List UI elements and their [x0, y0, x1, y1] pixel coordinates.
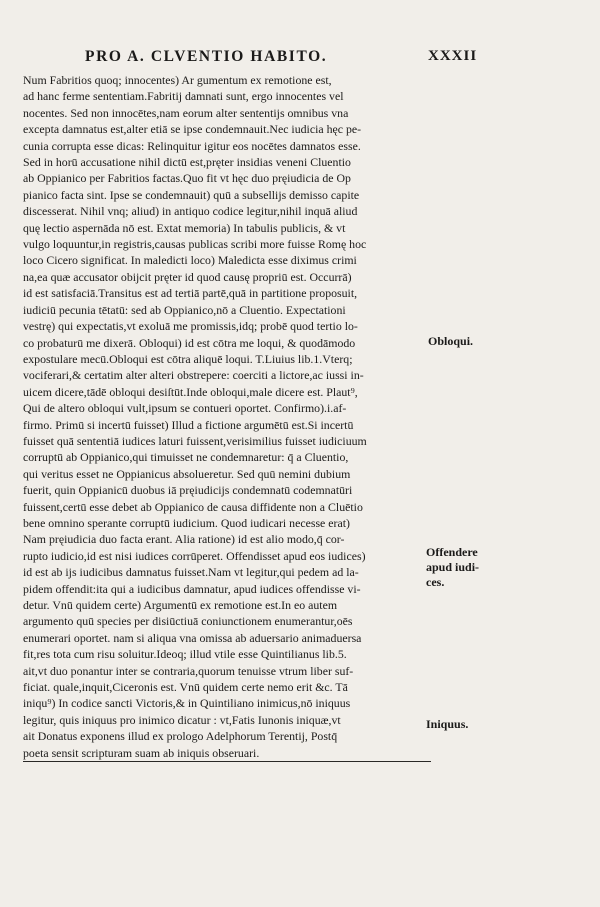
text-line: expostulare mecū.Obloqui est cōtra aliquē loqui. T.Liuius lib.1.Vterq;	[23, 351, 353, 366]
text-line: quę lectio aspernāda nō est. Extat memoria) In tabulis publicis, & vt	[23, 220, 346, 235]
text-line: fuerit, quin Oppianicū duobus iā pręiudicijs condemnatū codemnatūri	[23, 483, 353, 498]
text-line: ab Oppianico per Fabritios factas.Quo fit vt hęc duo pręiudicia de Op	[23, 171, 351, 186]
margin-note-ces: ces.	[426, 575, 445, 589]
text-line: fuisset quā sententiā iudices laturi fuissent,verisimilius fuisset iudiciuum	[23, 433, 367, 448]
folio-number: XXXII	[428, 48, 478, 64]
margin-note-offendere: Offendere	[426, 545, 478, 559]
text-line: bene omnino sperante corruptū iudicium. Quod iudicari necesse erat)	[23, 515, 350, 530]
text-line: firmo. Primū si incertū fuisset) Illud a fictione argumētū est.Si incertū	[23, 417, 354, 432]
text-line: pidem offendit:ita qui a iudicibus damnatur, apud iudices offendisse vi-	[23, 581, 361, 596]
text-line: id est ab ijs iudicibus damnatus fuisset.Nam vt legitur,qui pedem ad la-	[23, 565, 359, 580]
text-line: vociferari,& certatim alter alteri obstrepere: coerciti a lictore,ac iussi in-	[23, 368, 364, 383]
text-line: detur. Vnū quidem certe) Argumentū ex remotione est.In eo autem	[23, 598, 338, 612]
text-line: qui veritus esset ne Oppianicus absolueretur. Sed quū nemini dubium	[23, 466, 351, 481]
text-line: enumerari oportet. nam si aliqua vna omissa ab aduersario animaduersa	[23, 630, 362, 645]
text-line: ait,vt duo ponantur inter se contraria,quorum tenuisse vtrum liber suf-	[23, 663, 354, 678]
text-line: iniqu⁹) In codice sancti Victoris,& in Quintiliano inimicus,nō iniquus	[23, 696, 351, 711]
text-line: ficiat. quale,inquit,Ciceronis est. Vnū quidem certe nemo erit &c. Tā	[23, 680, 348, 695]
text-line: ait Donatus exponens illud ex prologo Adelphorum Terentij, Postq̄	[23, 729, 338, 744]
text-line: Sed in horū accusatione nihil dictū est,pręter insidias veneni Cluentio	[23, 155, 351, 170]
text-line: fuissent,certū esse debet ab Oppianico de causa diffidente non a Cluētio	[23, 499, 363, 514]
text-line: vestrę) qui expectatis,vt exoluā me promissis,idq; probē quod tertio lo-	[23, 319, 358, 334]
text-line: corruptū ab Oppianico,qui timuisset ne condemnaretur: q̄ a Cluentio,	[23, 450, 349, 465]
text-line: fit,res tota cum risu soluitur.Ideoq; illud vtile esse Quintilianus lib.5.	[23, 647, 347, 662]
text-line: uicem dicere,tādē obloqui desiſtūt.Inde obloqui,male dicere est. Plaut⁹,	[23, 384, 358, 399]
text-line: discesserat. Nihil vnq; aliud) in antiquo codice legitur,nihil inquā aliud	[23, 204, 358, 219]
text-line: pianico facta sint. Ipse se condemnauit) quū a subsellijs demisso capite	[23, 187, 360, 202]
text-line: cunia corrupta esse dicas: Relinquitur igitur eos nocētes damnatos esse.	[23, 138, 361, 153]
text-line: id est satisfaciā.Transitus est ad tertiā partē,quā in partitione proposuit,	[23, 286, 358, 301]
text-line: argumento quū species per disiūctiuā coniunctionem enumerantur,oēs	[23, 614, 353, 629]
text-line: Num Fabritios quoq; innocentes) Ar gumentum ex remotione est,	[23, 73, 332, 87]
margin-note-apud-iudices: apud iudi-	[426, 560, 480, 574]
text-line: na,ea quæ accusator obijcit pręter id quod causę propriū est. Occurrā)	[23, 269, 352, 284]
text-line: vulgo loquuntur,in registris,causas publicas scribi more fuisse Romę hoc	[23, 237, 367, 252]
running-title: PRO A. CLVENTIO HABITO.	[85, 48, 328, 65]
margin-note-obloqui: Obloqui.	[428, 334, 474, 348]
text-line: Nam pręiudicia duo facta erant. Alia ratione) id est alio modo,q̄ cor-	[23, 532, 345, 547]
text-line: legitur, quis iniquus pro inimico dicatur : vt,Fatis Iunonis iniquæ,vt	[23, 712, 341, 727]
text-line: ad hanc ferme sententiam.Fabritij damnati sunt, ergo innocentes vel	[23, 89, 344, 104]
text-line: nocentes. Sed non innocētes,nam eorum alter sententijs omnibus vna	[23, 105, 349, 120]
page-header	[0, 48, 600, 68]
commentary-text	[23, 72, 433, 762]
text-line: iudiciū pecunia tētatū: sed ab Oppianico,nō a Cluentio. Expectationi	[23, 302, 346, 317]
text-line: co probaturū me dixerā. Obloqui) id est cōtra me loqui, & quodāmodo	[23, 335, 356, 350]
margin-note-iniquus: Iniquus.	[426, 717, 469, 731]
text-line: rupto iudicio,id est nisi iudices corrūperet. Offendisset apud eos iudices)	[23, 548, 366, 563]
text-line: poeta sensit scripturam suam ab iniquis obseruari.	[23, 745, 431, 762]
text-line: excepta damnatus est,alter etiā se ipse condemnauit.Nec iudicia hęc pe-	[23, 122, 362, 137]
text-line: loco Cicero significat. In maledicti loco) Maledicta esse diximus crimi	[23, 253, 357, 268]
text-line: Qui de altero obloqui vult,ipsum se contueri oportet. Confirmo).i.af-	[23, 401, 347, 416]
